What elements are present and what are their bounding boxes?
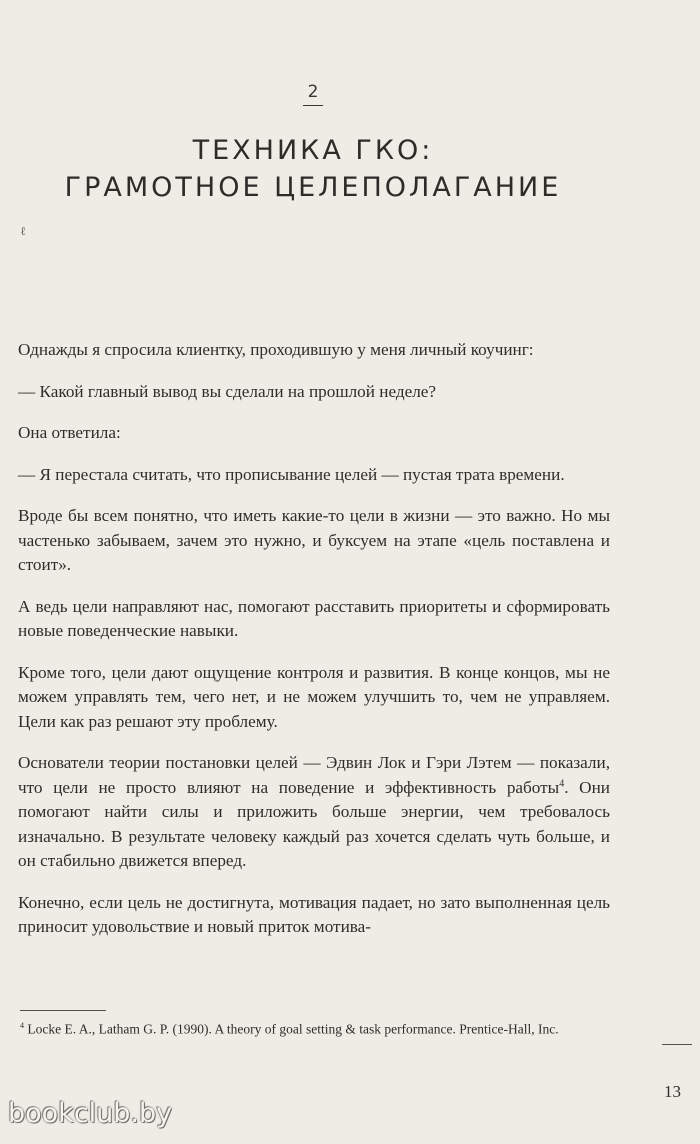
edge-rule	[662, 1044, 692, 1045]
chapter-number-rule	[303, 105, 323, 106]
paragraph-founders-text-2: . Они помогают найти силы и приложить больше энергии, чем требовалось изначально. В результате человеку каждый раз хочется сделать чуть больше, и он стабильно движется вперед.	[18, 777, 610, 870]
page-number: 13	[664, 1082, 681, 1101]
footnote-text: Locke E. A., Latham G. P. (1990). A theory of goal setting & task performance. Prentice-Hall, Inc.	[27, 1021, 559, 1037]
paragraph: А ведь цели направляют нас, помогают расставить приоритеты и сформировать новые поведенческие навыки.	[18, 596, 610, 640]
footnote-separator	[20, 1010, 106, 1011]
chapter-title-line-2: ГРАМОТНОЕ ЦЕЛЕПОЛАГАНИЕ	[64, 172, 562, 203]
body-text	[18, 338, 610, 957]
footnote	[20, 1016, 610, 1040]
footnote-number: 4	[20, 1021, 24, 1030]
chapter-title-line-1: ТЕХНИКА ГКО:	[192, 135, 434, 166]
paragraph-founders	[18, 751, 610, 874]
paragraph: Однажды я спросила клиентку, проходившую у меня личный коучинг:	[18, 340, 534, 359]
footnote-reference[interactable]: 4	[559, 777, 565, 789]
paragraph: Она ответила:	[18, 423, 121, 442]
paragraph: — Я перестала считать, что прописывание целей — пустая трата времени.	[18, 464, 565, 484]
chapter-number: 2	[307, 82, 319, 102]
paragraph: — Какой главный вывод вы сделали на прошлой неделе?	[18, 381, 437, 401]
paragraph: Вроде бы всем понятно, что иметь какие-то цели в жизни — это важно. Но мы частенько забываем, зачем это нужно, и буксуем на этапе «цель поставлена и стоит».	[18, 506, 610, 574]
paragraph: Конечно, если цель не достигнута, мотивация падает, но зато выполненная цель приносит удовольствие и новый приток мотива-	[18, 892, 610, 936]
page-mark: ℓ	[20, 224, 26, 238]
watermark: bookclub.by	[8, 1098, 173, 1129]
paragraph: Кроме того, цели дают ощущение контроля и развития. В конце концов, мы не можем управлять тем, чего нет, и не можем улучшить то, чем не управляем. Цели как раз решают эту проблему.	[18, 662, 610, 731]
chapter-title	[0, 132, 626, 206]
paragraph-founders-text-1: Основатели теории постановки целей — Эдвин Лок и Гэри Лэтем — показали, что цели не просто влияют на поведение и эффективность работы	[18, 753, 610, 797]
